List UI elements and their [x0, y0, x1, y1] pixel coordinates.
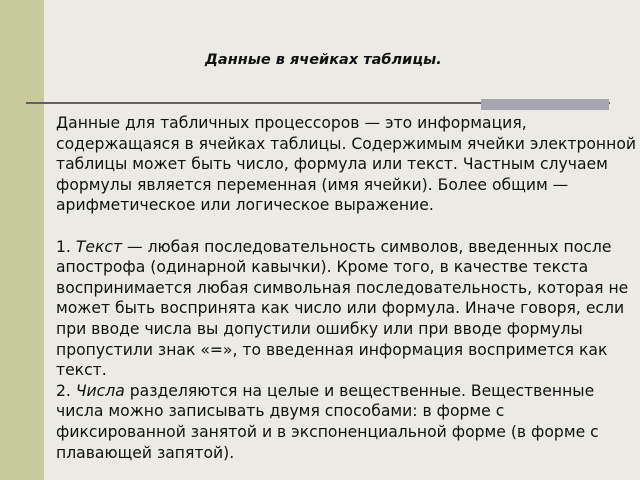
- item-term: Числа: [75, 381, 125, 400]
- slide-body: [56, 113, 636, 463]
- intro-paragraph: Данные для табличных процессоров — это информация, содержащаяся в ячейках таблицы. Содержимым ячейки электронной таблицы может быть число, формула или текст. Частным случаем формулы является переменная (имя ячейки). Более общим — арифметическое или логическое выражение.: [56, 114, 636, 215]
- item-number: 1.: [56, 237, 71, 256]
- item-number: 2.: [56, 381, 71, 400]
- list-item-text: [56, 237, 636, 381]
- item-description: — любая последовательность символов, введенных после апострофа (одинарной кавычки). Кроме того, в качестве текста воспринимается любая символьная последовательность, которая не может быть воспринята как число или формула. Иначе говоря, если при вводе числа вы допустили ошибку или при вводе формулы пропустили знак «=», то введенная информация воспримется как текст.: [56, 237, 629, 380]
- left-decor-bar: [0, 0, 44, 480]
- item-description: разделяются на целые и вещественные. Вещественные числа можно записывать двумя способами: в форме с фиксированной занятой и в экспоненциальной форме (в форме с плавающей запятой).: [56, 381, 599, 462]
- list-item-numbers: [56, 381, 636, 463]
- divider-accent: [481, 99, 609, 110]
- item-term: Текст: [75, 237, 123, 256]
- paragraph-spacer: [56, 216, 636, 237]
- slide-title: Данные в ячейках таблицы.: [205, 52, 442, 68]
